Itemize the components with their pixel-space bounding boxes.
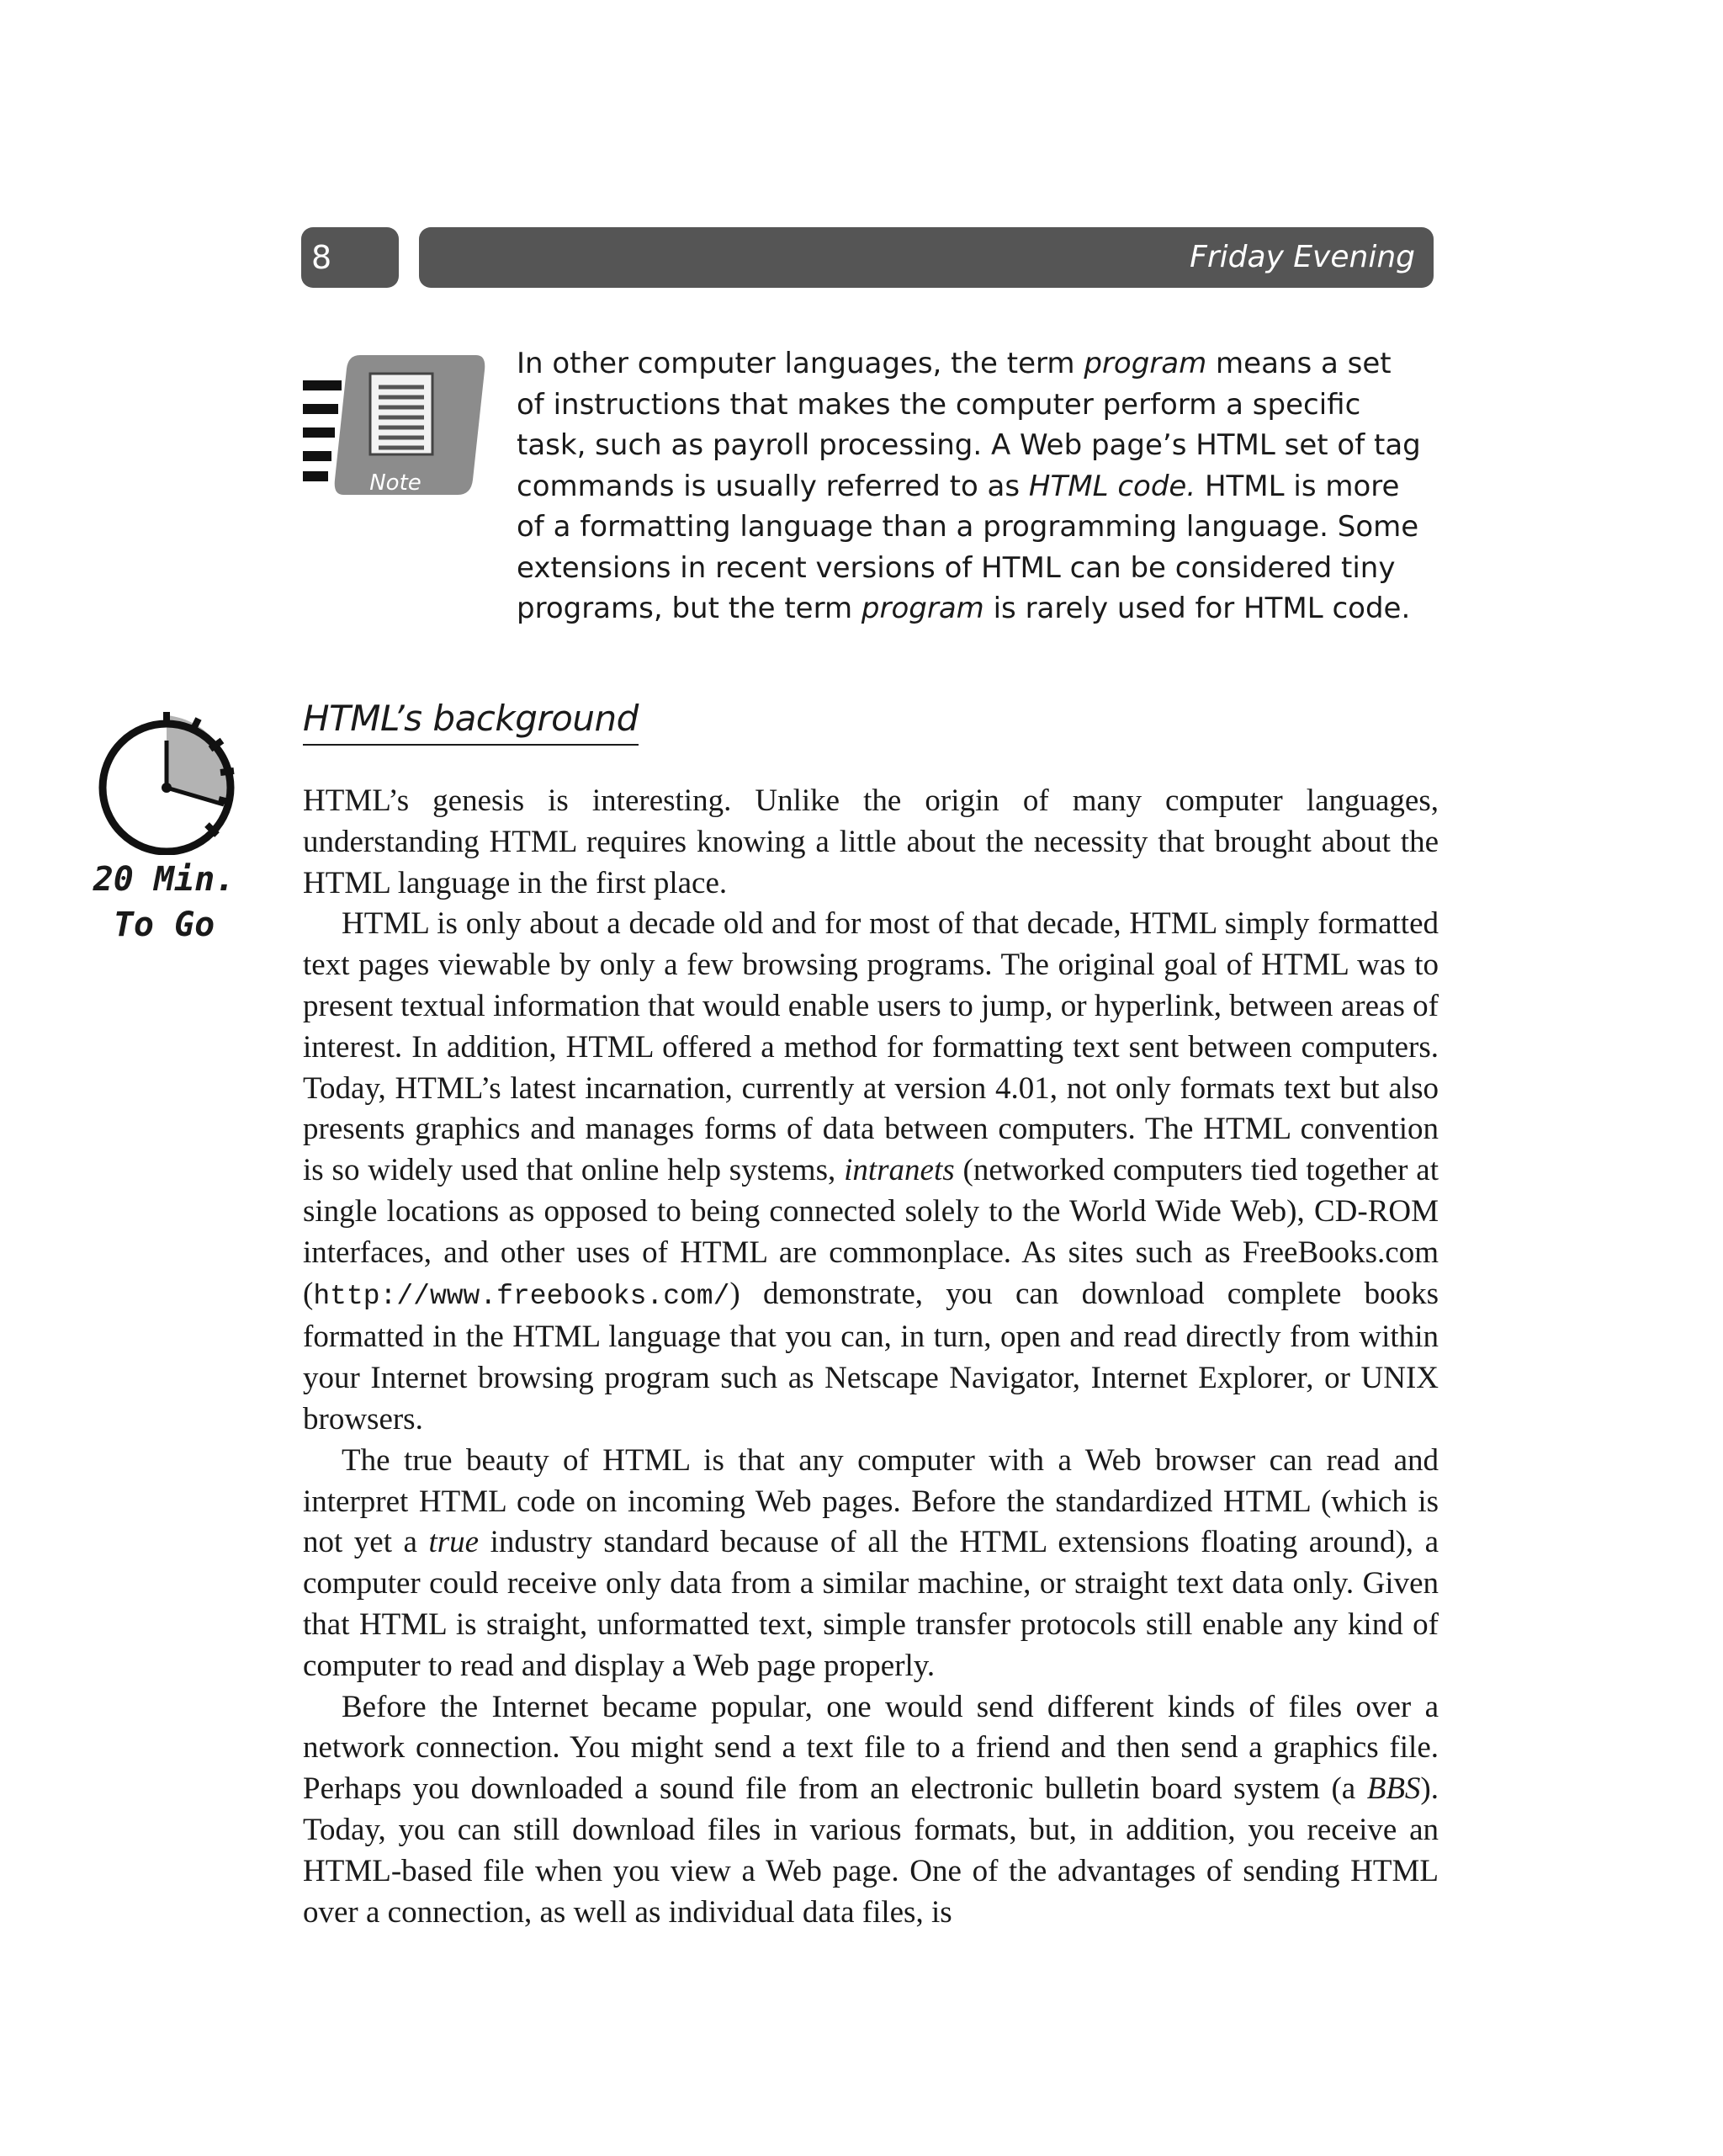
body-text [303, 781, 1439, 1933]
url-text: http://www.freebooks.com/ [313, 1280, 730, 1312]
time-remaining-label: 20 Min. To Go [93, 860, 236, 944]
note-icon-label: Note [369, 470, 421, 496]
note-icon [301, 353, 486, 505]
paragraph: The true beauty of HTML is that any computer with a Web browser can read and interpret HTML code on incoming Web pages. Before the standardized HTML (which is not yet a true industry standard because of all the HTML extensions floating around), a computer could receive only data from a similar machine, or straight text data only. Given that HTML is straight, unformatted text, simple transfer protocols still enable any kind of computer to read and display a Web page properly. [303, 1442, 1439, 1683]
page-number: 8 [301, 227, 399, 288]
note-text: In other computer languages, the term program means a set of instructions that makes the computer perform a specific task, such as payroll processing. A Web page’s HTML set of tag commands is usually referred to as HTML code. HTML is more of a formatting language than a programming language. Some extensions in recent versions of HTML can be considered tiny programs, but the term program is rarely used for HTML code. [517, 347, 1421, 625]
paragraph: HTML’s genesis is interesting. Unlike the origin of many computer languages, understanding HTML requires knowing a little about the necessity that brought about the HTML language in the first place. [303, 783, 1439, 900]
paragraph: HTML is only about a decade old and for most of that decade, HTML simply formatted text pages viewable by only a few browsing programs. The original goal of HTML was to present textual information that would enable users to jump, or hyperlink, between areas of interest. In addition, HTML offered a method for formatting text sent between computers. Today, HTML’s latest incarnation, currently at version 4.01, not only formats text but also presents graphics and manages forms of data between computers. The HTML convention is so widely used that online help systems, intranets (networked computers tied together at single locations as opposed to being connected solely to the World Wide Web), CD-ROM interfaces, and other uses of HTML are commonplace. As sites such as FreeBooks.com (http://www.freebooks.com/) demonstrate, you can download complete books formatted in the HTML language that you can, in turn, open and read directly from within your Internet browsing program such as Netscape Navigator, Internet Explorer, or UNIX browsers. [303, 906, 1439, 1436]
clock-icon [91, 704, 242, 855]
section-heading: HTML’s background [303, 693, 639, 746]
running-header: Friday Evening [419, 227, 1434, 288]
paragraph: Before the Internet became popular, one would send different kinds of files over a network connection. You might send a text file to a friend and then send a graphics file. Perhaps you downloaded a sound file from an electronic bulletin board system (a BBS). Today, you can still download files in various formats, but, in addition, you receive an HTML-based file when you view a Web page. One of the advantages of sending HTML over a connection, as well as individual data files, is [303, 1689, 1439, 1930]
